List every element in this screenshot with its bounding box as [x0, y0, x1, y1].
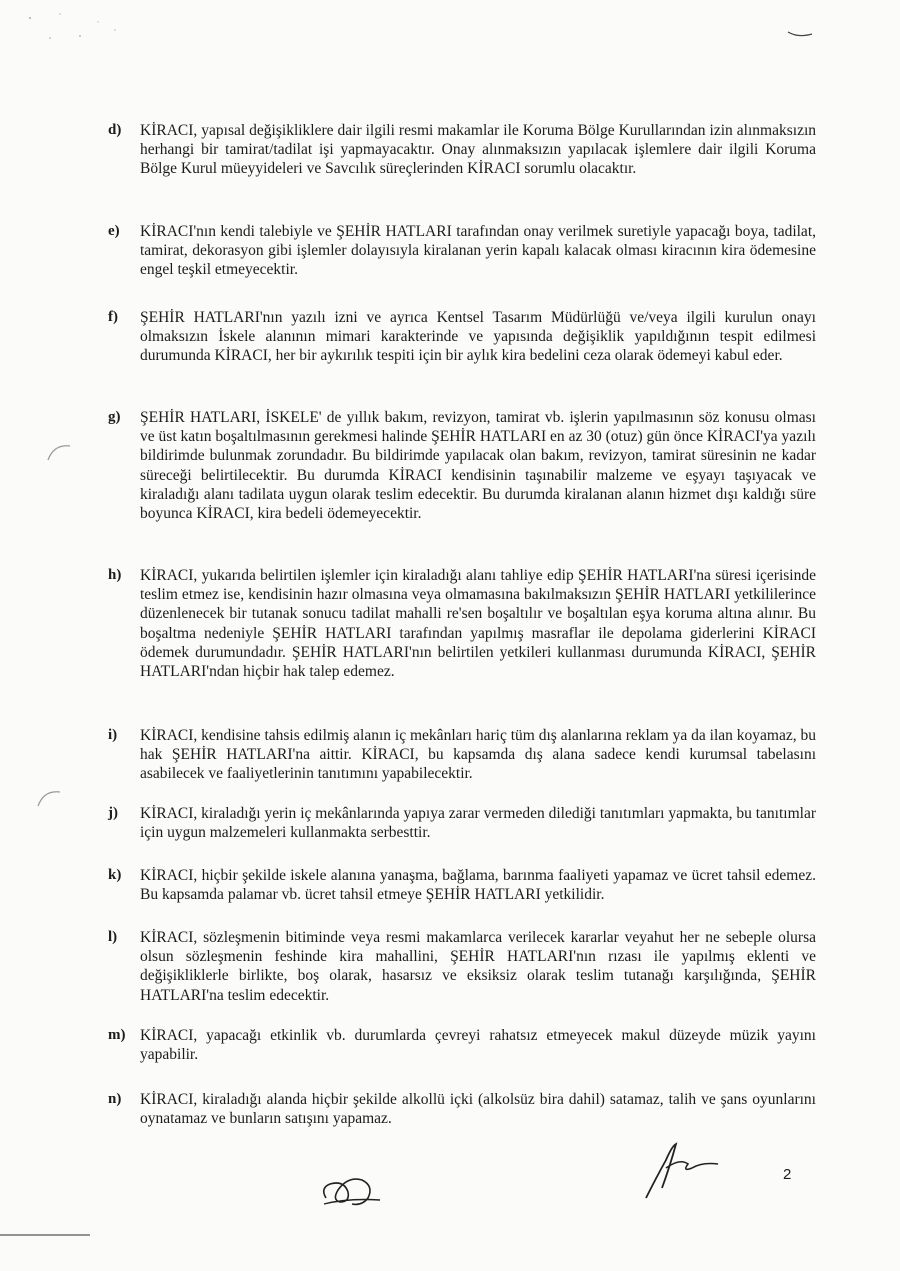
clause-letter: k): [108, 867, 122, 883]
clause-text: KİRACI'nın kendi talebiyle ve ŞEHİR HATLARI tarafından onay verilmek suretiyle yapacağı boya, tadilat, tamirat, dekorasyon gibi işlemler dolayısıyla kiralanan yerin kapalı kalacak olması kiracının kira ödemesine engel teşkil etmeyecektir.: [140, 223, 816, 279]
clause-letter: l): [108, 929, 118, 945]
clause-text: ŞEHİR HATLARI'nın yazılı izni ve ayrıca Kentsel Tasarım Müdürlüğü ve/veya ilgili kurulun onayı olmaksızın İskele alanının mimari karakterinde ve yapısında değişiklik yapıldığının tespit edilmesi durumunda KİRACI, her bir aykırılık tespiti için bir aylık kira bedelini ceza olarak ödemeyi kabul eder.: [140, 309, 816, 365]
hole-punch-mark-bottom: [34, 786, 64, 810]
clause-n: [108, 1090, 816, 1128]
clause-d: [108, 121, 816, 179]
clause-f: [108, 308, 816, 366]
clause-letter: n): [108, 1091, 122, 1107]
scan-specks: [20, 8, 130, 48]
clause-j: [108, 804, 816, 842]
clause-m: [108, 1026, 816, 1064]
clause-letter: d): [108, 122, 122, 138]
clause-letter: g): [108, 409, 121, 425]
clause-l: [108, 928, 816, 1005]
page-number: 2: [783, 1166, 792, 1183]
clause-i: [108, 726, 816, 784]
clause-letter: m): [108, 1027, 126, 1043]
clause-text: ŞEHİR HATLARI, İSKELE' de yıllık bakım, revizyon, tamirat vb. işlerin yapılmasının söz konusu olması ve üst katın boşaltılmasının gerekmesi halinde ŞEHİR HATLARI en az 30 (otuz) gün önce KİRACI'ya yazılı bildirimde bulunmak zorundadır. Bu bildirimde yapılacak olan bakım, revizyon, tamirat süresinin ne kadar süreceği belirtilecektir. Bu durumda KİRACI kendisinin taşınabilir malzeme ve eşyayı taşıyacak ve kiraladığı alanı tadilata uygun olarak teslim edecektir. Bu durumda kiralanan alanın hizmet dışı kaldığı süre boyunca KİRACI, kira bedeli ödemeyecektir.: [140, 409, 816, 523]
clause-text: KİRACI, sözleşmenin bitiminde veya resmi makamlarca verilecek kararlar veyahut her ne sebeple olursa olsun sözleşmenin feshinde kira mahallini, ŞEHİR HATLARI'nın rızası ile yapılmış eklenti ve değişikliklerle birlikte, boş olarak, hasarsız ve eksiksiz olarak teslim tutanağı karşılığında, ŞEHİR HATLARI'na teslim edecektir.: [140, 929, 816, 1004]
corner-mark: [786, 24, 816, 40]
clause-e: [108, 222, 816, 280]
clause-letter: f): [108, 309, 118, 325]
clause-text: KİRACI, kendisine tahsis edilmiş alanın iç mekânları hariç tüm dış alanlarına reklam ya da ilan koyamaz, bu hak ŞEHİR HATLARI'na aittir. KİRACI, bu kapsamda dış alana sadece kendi kurumsal tabelasını asabilecek ve faaliyetlerinin tanıtımını yapabilecektir.: [140, 727, 816, 783]
hole-punch-mark-top: [44, 440, 74, 464]
signature-left: [318, 1160, 388, 1210]
clause-text: KİRACI, hiçbir şekilde iskele alanına yanaşma, bağlama, barınma faaliyeti yapamaz ve ücret tahsil edemez. Bu kapsamda palamar vb. ücret tahsil etmeye ŞEHİR HATLARI yetkilidir.: [140, 867, 816, 904]
clause-text: KİRACI, kiraladığı alanda hiçbir şekilde alkollü içki (alkolsüz bira dahil) satamaz, talih ve şans oyunlarını oynatamaz ve bunların satışını yapamaz.: [140, 1091, 816, 1128]
clause-letter: h): [108, 567, 122, 583]
clause-text: KİRACI, yukarıda belirtilen işlemler için kiraladığı alanı tahliye edip ŞEHİR HATLARI'na süresi içerisinde teslim etmez ise, kendisinin hazır olmasına veya olmamasına bakılmaksızın ŞEHİR HATLARI yetkililerince düzenlenecek bir tutanak sonucu tadilat mahalli re'sen boşaltılır ve boşaltılan eşya koruma altına alınır. Bu boşaltma nedeniyle ŞEHİR HATLARI tarafından yapılmış masraflar ile depolama giderlerini KİRACI ödemek durumundadır. ŞEHİR HATLARI'nın belirtilen yetkileri kullanması durumunda KİRACI, ŞEHİR HATLARI'ndan hiçbir hak talep edemez.: [140, 567, 816, 681]
clause-letter: j): [108, 805, 118, 821]
clause-text: KİRACI, kiraladığı yerin iç mekânlarında yapıya zarar vermeden dilediği tanıtımları yapmakta, bu tanıtımlar için uygun malzemeleri kullanmakta serbesttir.: [140, 805, 816, 842]
clause-h: [108, 566, 816, 681]
clause-letter: e): [108, 223, 120, 239]
clause-g: [108, 408, 816, 523]
signature-right: [636, 1138, 726, 1202]
clause-text: KİRACI, yapacağı etkinlik vb. durumlarda çevreyi rahatsız etmeyecek makul düzeyde müzik yayını yapabilir.: [140, 1027, 816, 1064]
clause-k: [108, 866, 816, 904]
clause-letter: i): [108, 727, 118, 743]
clause-text: KİRACI, yapısal değişikliklere dair ilgili resmi makamlar ile Koruma Bölge Kurullarından izin alınmaksızın herhangi bir tamirat/tadilat işi yapmayacaktır. Onay alınmaksızın yapılacak işlemlere dair ilgili Koruma Bölge Kurul müeyyideleri ve Savcılık süreçlerinden KİRACI sorumlu olacaktır.: [140, 122, 816, 178]
bottom-edge-line: [0, 1232, 100, 1238]
